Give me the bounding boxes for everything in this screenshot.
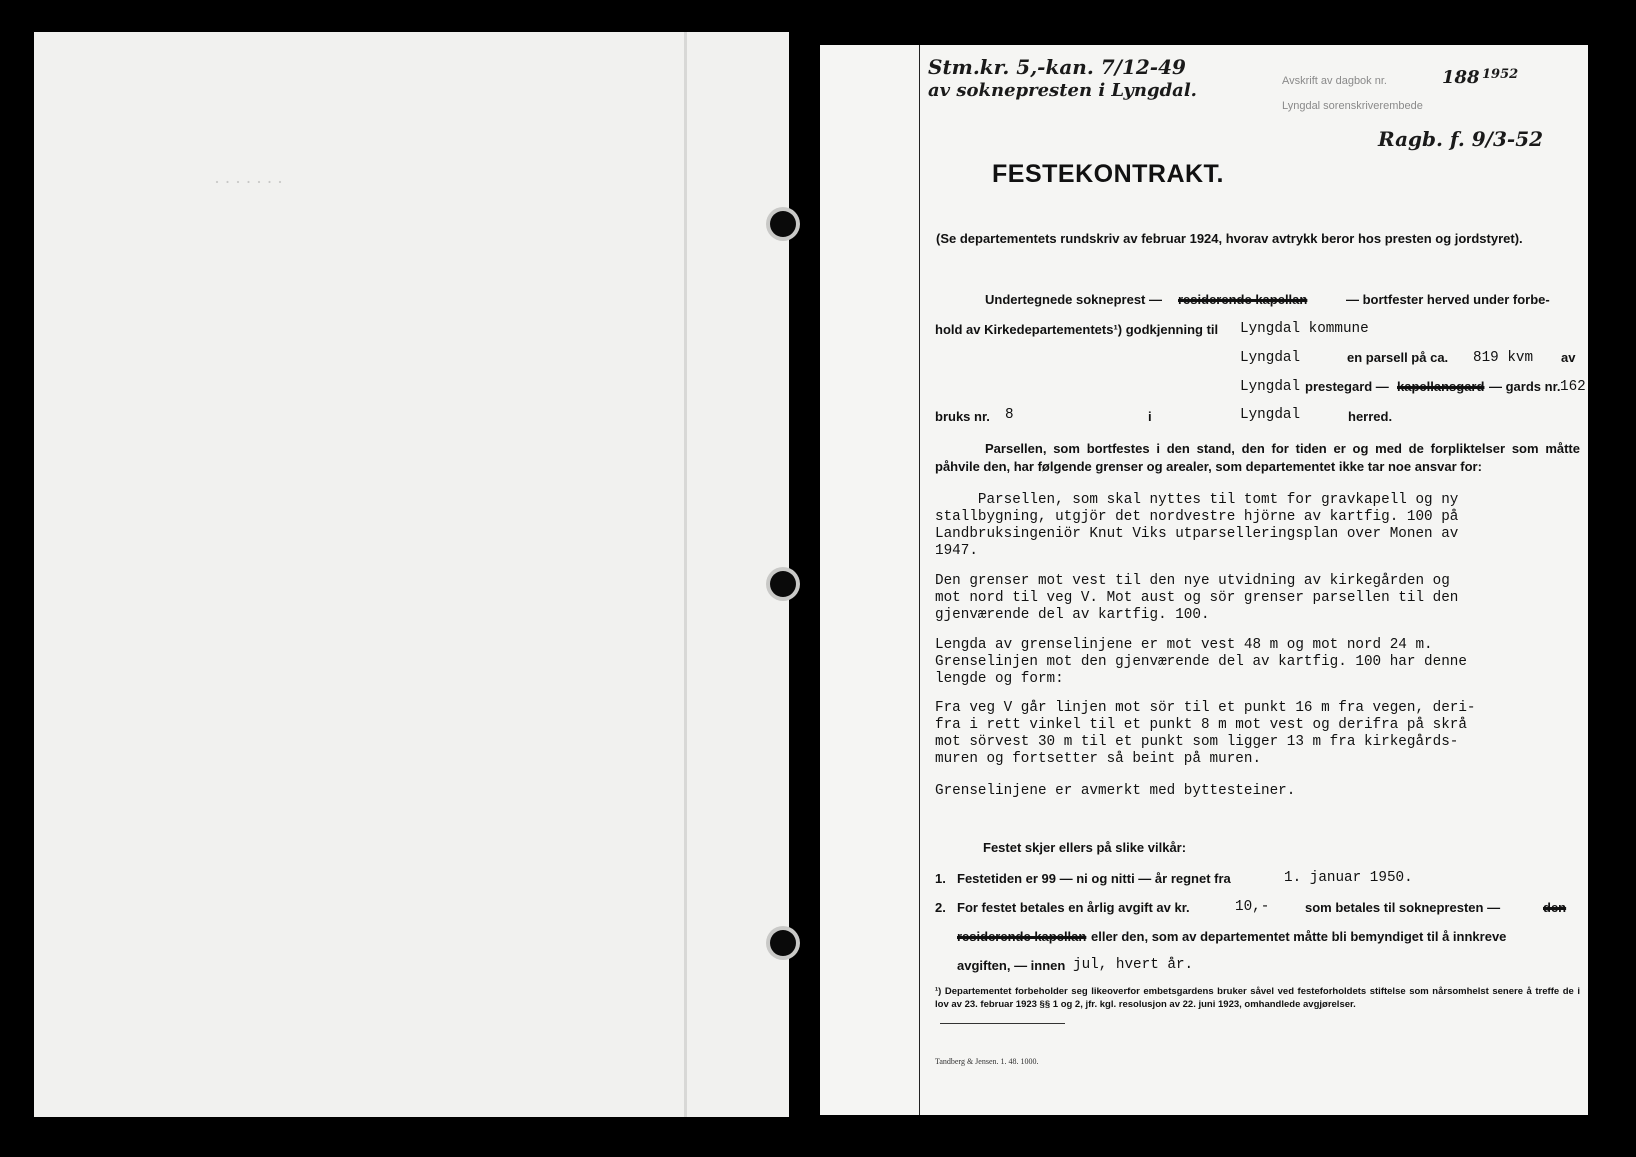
document-page: Stm.kr. 5,-kan. 7/12-49 av soknepresten i Lyngdal. Avskrift av dagbok nr. 188 1952 Lyngdal sorenskriverembede Ragb. f. 9/3-52 FESTEKONTRAKT. (Se departementets rundskriv av februar 1924, hvorav avtrykk beror hos presten og jordstyret). Undertegnede sokneprest — residerende kapellan — bortfester herved under forbe- hold av Kirkedepartementets¹) godkjenning til Lyngdal kommune Lyngdal en parsell på ca. 819 kvm av Lyngdal prestegard — kapellansgard — gards nr. 162 bruks nr. 8 i Lyngdal herred. Parsellen, som bortfestes i den stand, den for tiden er og med de forpliktelser som måtte påhvile den, har følgende grenser og arealer, som departementet ikke tar noe ansvar for: Parsellen, som skal nyttes til tomt for gravkapell og ny stallbygning, utgjör det nordvestre hjörne av kartfig. 100 på Landbruksingeniör Knut Viks utparselleringsplan over Monen av 1947. Den grenser mot vest til den nye utvidning av kirkegården og mot nord til veg V. Mot aust og sör grenser parsellen til den gjenværende del av kartfig. 100. Lengda av grenselinjene er mot vest 48 m og mot nord 24 m. Grenselinjen mot den gjenværende del av kartfig. 100 har denne lengde og form: Fra veg V går linjen mot sör til et punkt 16 m fra vegen, deri- fra i rett vinkel til et punkt 8 m mot vest og derifra på skrå mot sörvest 30 m til et punkt som ligger 13 m fra kirkegårds- muren og fortsetter så beint på muren. Grenselinjene er avmerkt med byttesteiner. Festet skjer ellers på slike vilkår: 1. Festetiden er 99 — ni og nitti — år regnet fra 1. januar 1950. 2. For festet betales en årlig avgift av kr. 10,- som betales til soknepresten — den residerende kapellan eller den, som av departementet måtte bli bemyndiget til å innkreve avgiften, — innen jul, hvert år. ¹) Departementet forbeholder seg likeoverfor embetsgardens bruker såvel ved festeforholdets stiftelse som nårsomhelst senere å treffe de i lov av 23. februar 1923 §§ 1 og 2, jfr. kgl. resolusjon av 22. juni 1923, omhandlede avgjørelser. Tandberg & Jensen. 1. 48. 1000.: [820, 45, 1588, 1115]
intro-text: (Se departementets rundskriv av februar 1924, hvorav avtrykk beror hos presten og jordstyret).: [936, 231, 1523, 246]
bleed-through-text: · · · · · · ·: [214, 172, 283, 192]
terms-heading: Festet skjer ellers på slike vilkår:: [983, 840, 1187, 855]
footnote: ¹) Departementet forbeholder seg likeoverfor embetsgardens bruker såvel ved festeforholdets stiftelse som nårsomhelst senere å treffe de i lov av 23. februar 1923 §§ 1 og 2, jfr. kgl. resolusjon av 22. juni 1923, omhandlede avgjørelser.: [935, 986, 1580, 1010]
stamp-year: 1952: [1482, 67, 1519, 82]
binding-hole: [770, 571, 796, 597]
typed-paragraph: Grenselinjene er avmerkt med byttesteiner.: [935, 783, 1296, 799]
parsellen-text: Parsellen, som bortfestes i den stand, den for tiden er og med de forpliktelser som måtte påhvile den, har følgende grenser og arealer, som departementet ikke tar noe ansvar for:: [935, 441, 1580, 474]
typed-paragraph: Den grenser mot vest til den nye utvidning av kirkegården og mot nord til veg V. Mot aust og sör grenser parsellen til den gjenværende del av kartfig. 100.: [935, 573, 1459, 623]
binding-hole: [770, 211, 796, 237]
typed-paragraph: Fra veg V går linjen mot sör til et punkt 16 m fra vegen, deri- fra i rett vinkel til et punkt 8 m mot vest og derifra på skrå mot sörvest 30 m til et punkt som ligger 13 m fra kirkegårds- muren og fortsetter så beint på muren.: [935, 700, 1476, 767]
left-page: [34, 32, 789, 1117]
left-margin-line: [919, 45, 920, 1115]
typed-paragraph: Lengda av grenselinjene er mot vest 48 m og mot nord 24 m. Grenselinjen mot den gjenværende del av kartfig. 100 har denne lengde og form:: [935, 637, 1467, 687]
handwritten-note: av soknepresten i Lyngdal.: [928, 80, 1197, 101]
typed-paragraph: Parsellen, som skal nyttes til tomt for gravkapell og ny stallbygning, utgjör det nordvestre hjörne av kartfig. 100 på Landbruksingeniör Knut Viks utparselleringsplan over Monen av 1947.: [935, 492, 1459, 559]
stamp-number: 188: [1442, 67, 1480, 88]
document-title: FESTEKONTRAKT.: [992, 160, 1224, 188]
handwritten-note: Stm.kr. 5,-kan. 7/12-49: [928, 55, 1186, 79]
footnote-rule: [940, 1023, 1065, 1024]
printer-mark: Tandberg & Jensen. 1. 48. 1000.: [935, 1057, 1039, 1066]
binding-hole: [770, 930, 796, 956]
page-fold: [684, 32, 687, 1117]
handwritten-date: Ragb. f. 9/3-52: [1378, 127, 1544, 151]
